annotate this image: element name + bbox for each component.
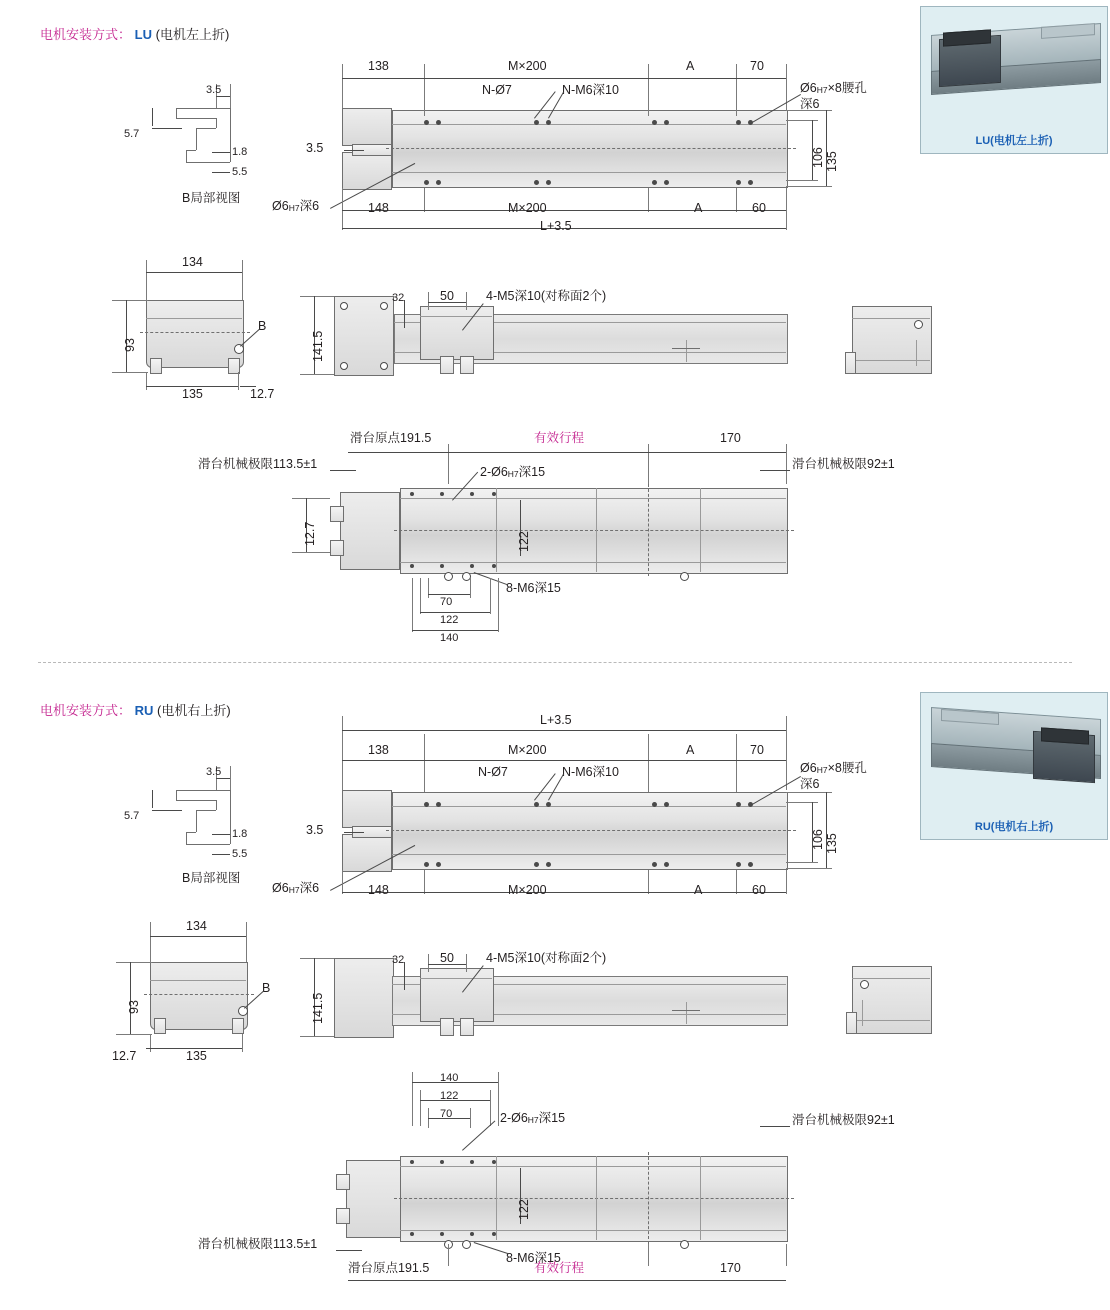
bot-dim-148: 148 <box>368 201 389 215</box>
top-dim-70: 70 <box>750 59 764 73</box>
side-dim-32-ru: 32 <box>392 954 405 966</box>
origin-label-lu: 滑台原点191.5 <box>350 431 432 445</box>
callout-n-o7-ru: N-Ø7 <box>478 765 508 779</box>
callout-n-o7: N-Ø7 <box>482 83 512 97</box>
callout-slot-depth: 深6 <box>800 97 820 111</box>
partial-view-title-ru: B局部视图 <box>182 871 241 885</box>
bot-dim-a-ru: A <box>694 883 703 897</box>
photo-lu <box>920 6 1108 154</box>
section-header-ru <box>40 700 231 719</box>
callout-2-hole-ru: 2-Ø6H7深15 <box>500 1111 566 1125</box>
top-dim-138: 138 <box>368 59 389 73</box>
front-dim-134: 134 <box>182 255 203 269</box>
section-header-key-ru: 电机安装方式： <box>40 703 132 718</box>
limit-left-lu: 滑台机械极限113.5±1 <box>198 457 318 471</box>
callout-8m6-ru: 8-M6深15 <box>506 1251 561 1265</box>
bottom-dim-170-ru: 170 <box>720 1261 741 1275</box>
limit-right-ru: 滑台机械极限92±1 <box>792 1113 895 1127</box>
overall-dim-l: L+3.5 <box>540 219 572 233</box>
photo-caption-ru <box>921 818 1107 834</box>
bottom-dim-140-ru: 140 <box>440 1072 459 1084</box>
top-dim-106: 106 <box>811 147 825 168</box>
origin-label-ru: 滑台原点191.5 <box>348 1261 430 1275</box>
front-dim-93-ru: 93 <box>127 1000 141 1014</box>
bottom-dim-70-lu: 70 <box>440 596 453 608</box>
stroke-label-lu: 有效行程 <box>534 431 585 445</box>
top-dim-138-ru: 138 <box>368 743 389 757</box>
top-dim-106-ru: 106 <box>811 829 825 850</box>
top-dim-a-ru: A <box>686 743 695 757</box>
side-dim-32: 32 <box>392 292 405 304</box>
limit-right-lu: 滑台机械极限92±1 <box>792 457 895 471</box>
limit-left-ru: 滑台机械极限113.5±1 <box>198 1237 318 1251</box>
partial-dim-1-8-ru: 1.8 <box>232 828 248 840</box>
stroke-label-ru: 有效行程 <box>534 1261 585 1275</box>
section-header-lu <box>40 24 229 43</box>
callout-2-hole-lu: 2-Ø6H7深15 <box>480 465 546 479</box>
front-dim-12-7: 12.7 <box>250 387 275 401</box>
partial-dim-3-5: 3.5 <box>206 84 222 96</box>
bot-dim-m200-ru: M×200 <box>508 883 547 897</box>
front-dim-93: 93 <box>123 338 137 352</box>
top-dim-70-ru: 70 <box>750 743 764 757</box>
photo-ru <box>920 692 1108 840</box>
top-dim-a: A <box>686 59 695 73</box>
partial-view-title: B局部视图 <box>182 191 241 205</box>
section-header-code: LU <box>134 27 152 42</box>
overall-dim-l-ru: L+3.5 <box>540 713 572 727</box>
top-left-dim-3-5-ru: 3.5 <box>306 823 324 837</box>
bot-dim-60: 60 <box>752 201 766 215</box>
bottom-dim-122-ru: 122 <box>440 1090 459 1102</box>
top-dim-135: 135 <box>825 151 839 172</box>
side-dim-50-ru: 50 <box>440 951 454 965</box>
side-dim-50: 50 <box>440 289 454 303</box>
bot-dim-148-ru: 148 <box>368 883 389 897</box>
section-header-key: 电机安装方式： <box>40 27 132 42</box>
top-dim-135-ru: 135 <box>825 833 839 854</box>
photo-caption-code: LU <box>975 135 991 147</box>
callout-slot-hole: Ø6H7×8腰孔 <box>800 81 867 95</box>
callout-8m6-lu: 8-M6深15 <box>506 581 561 595</box>
callout-n-m6: N-M6深10 <box>562 83 619 97</box>
front-dim-12-7-ru: 12.7 <box>112 1049 137 1063</box>
bottom-dim-122-inner-lu: 122 <box>517 531 531 552</box>
front-mark-b: B <box>258 319 267 333</box>
section-divider <box>38 662 1072 663</box>
callout-hole-depth: Ø6H7深6 <box>272 199 320 213</box>
callout-n-m6-ru: N-M6深10 <box>562 765 619 779</box>
photo-caption-desc-ru: (电机右上折) <box>990 821 1054 833</box>
bottom-dim-140-lu: 140 <box>440 632 459 644</box>
side-callout-4m5: 4-M5深10(对称面2个) <box>486 289 607 303</box>
side-dim-141-5: 141.5 <box>311 330 325 362</box>
bottom-dim-12-7-lu: 12.7 <box>303 521 317 546</box>
side-callout-4m5-ru: 4-M5深10(对称面2个) <box>486 951 607 965</box>
callout-slot-hole-ru: Ø6H7×8腰孔 <box>800 761 867 775</box>
bot-dim-60-ru: 60 <box>752 883 766 897</box>
partial-dim-5-5: 5.5 <box>232 166 248 178</box>
front-mark-b-ru: B <box>262 981 271 995</box>
photo-caption-code-ru: RU <box>974 821 991 833</box>
callout-hole-depth-ru: Ø6H7深6 <box>272 881 320 895</box>
photo-caption-desc: (电机左上折) <box>990 135 1053 147</box>
bottom-dim-122-lu: 122 <box>440 614 459 626</box>
section-header-desc-ru: (电机右上折) <box>157 703 231 718</box>
partial-dim-5-5-ru: 5.5 <box>232 848 248 860</box>
side-dim-141-5-ru: 141.5 <box>311 992 325 1024</box>
callout-slot-depth-ru: 深6 <box>800 777 820 791</box>
bot-dim-a: A <box>694 201 703 215</box>
bot-dim-m200: M×200 <box>508 201 547 215</box>
partial-dim-3-5-ru: 3.5 <box>206 766 222 778</box>
section-header-code-ru: RU <box>134 703 154 718</box>
section-header-desc: (电机左上折) <box>155 27 230 42</box>
photo-caption-lu <box>921 132 1107 148</box>
bottom-dim-70-ru: 70 <box>440 1108 453 1120</box>
bottom-dim-170-lu: 170 <box>720 431 741 445</box>
top-left-dim-3-5: 3.5 <box>306 141 324 155</box>
partial-dim-1-8: 1.8 <box>232 146 248 158</box>
partial-dim-5-7-ru: 5.7 <box>124 810 140 822</box>
top-dim-m200-ru: M×200 <box>508 743 547 757</box>
bottom-dim-122-inner-ru: 122 <box>517 1199 531 1220</box>
top-dim-m200: M×200 <box>508 59 547 73</box>
front-dim-135: 135 <box>182 387 203 401</box>
front-dim-135-ru: 135 <box>186 1049 207 1063</box>
partial-dim-5-7: 5.7 <box>124 128 140 140</box>
front-dim-134-ru: 134 <box>186 919 207 933</box>
